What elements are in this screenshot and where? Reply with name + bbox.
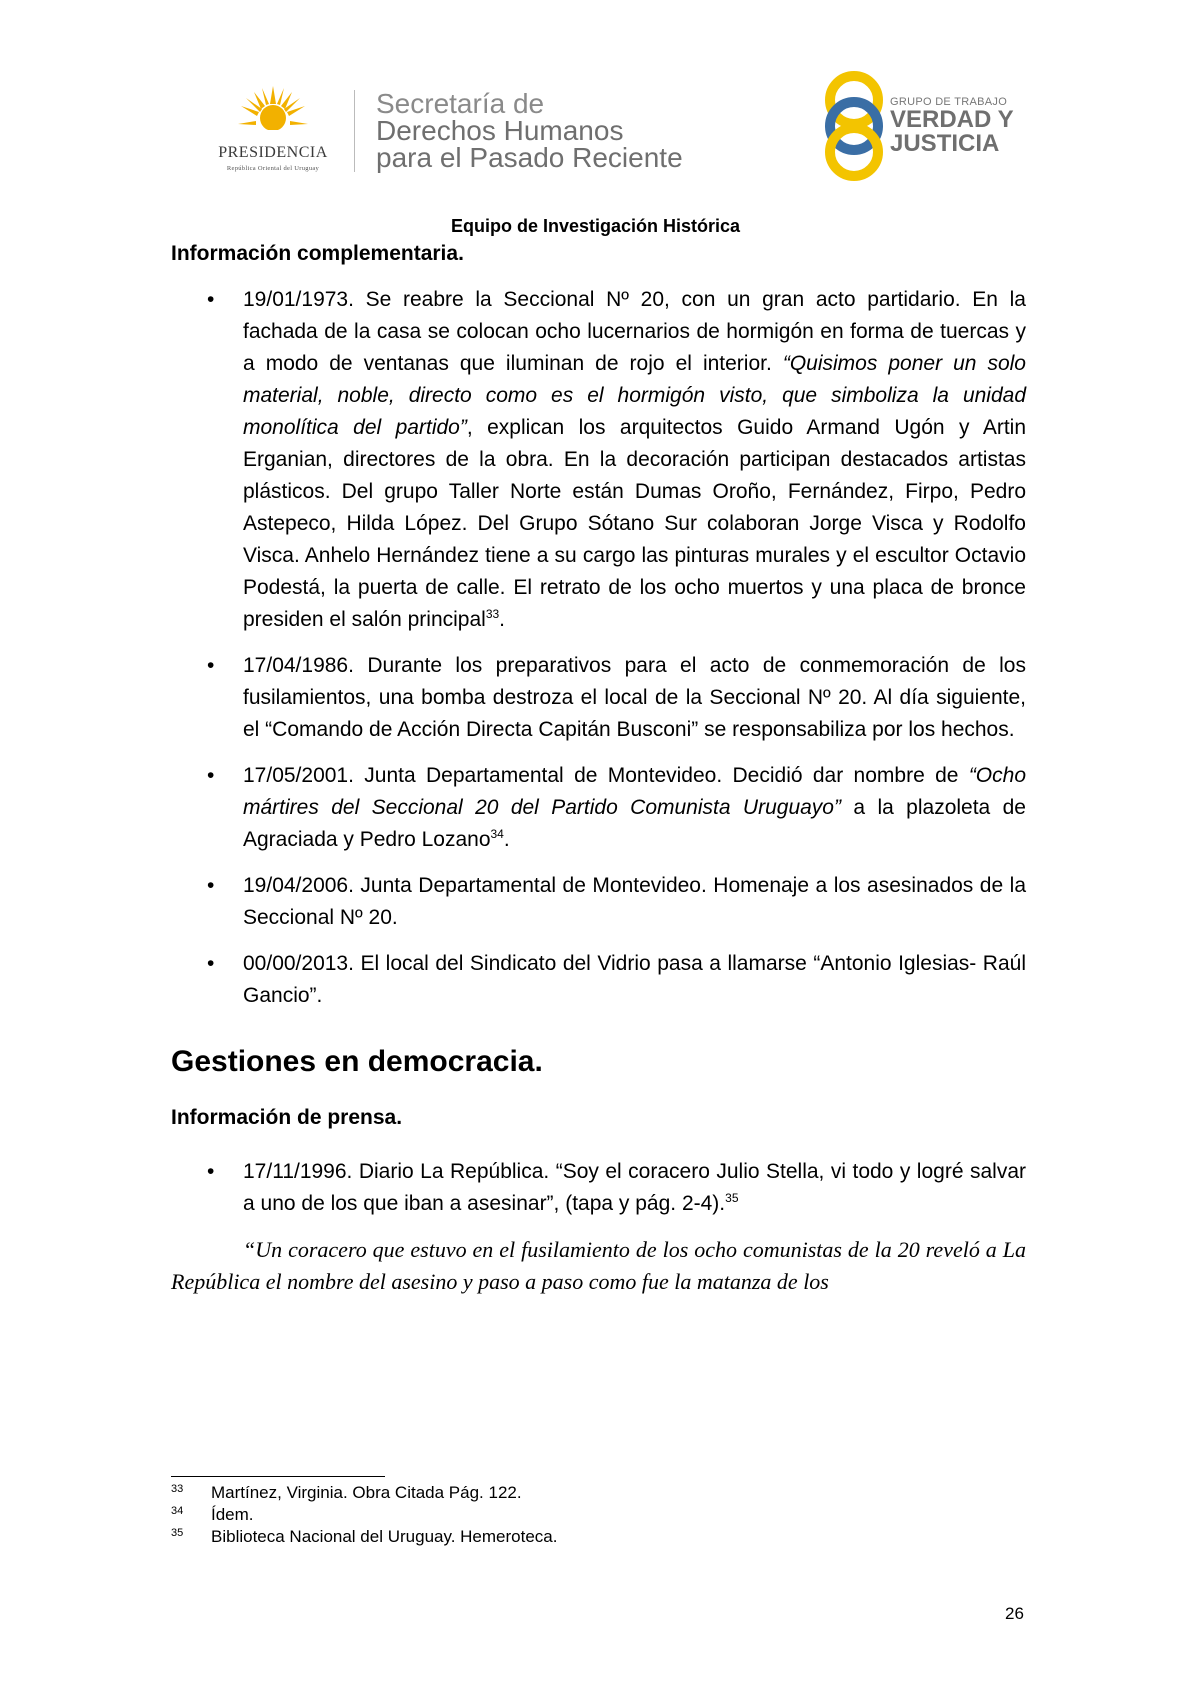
running-title: Equipo de Investigación Histórica: [450, 216, 741, 236]
section-heading-gestiones: Gestiones en democracia.: [171, 1045, 543, 1078]
item-text: 19/04/2006. Junta Departamental de Montevideo. Homenaje a los asesinados de la Seccional Nº 20.: [243, 874, 1026, 929]
grupo-line-2: VERDAD Y: [890, 106, 1014, 133]
secretaria-line-1: Secretaría de: [376, 88, 545, 119]
list-item: [171, 948, 1026, 1012]
footnote-text: Ídem.: [211, 1505, 254, 1524]
grupo-line-3: JUSTICIA: [890, 130, 1000, 157]
page-number: 26: [1005, 1604, 1024, 1623]
subheading-prensa: Información de prensa.: [171, 1106, 403, 1129]
bullet-icon: •: [207, 952, 215, 975]
footnote-text: Martínez, Virginia. Obra Citada Pág. 122.: [211, 1483, 522, 1502]
secretaria-line-3: para el Pasado Reciente: [376, 142, 683, 173]
footnote-ref: 35: [725, 1191, 739, 1205]
footnote-rule: [171, 1476, 385, 1477]
footnote-text: Biblioteca Nacional del Uruguay. Hemeroteca.: [211, 1527, 558, 1546]
complementaria-list: [171, 284, 1026, 1012]
secretaria-line-2: Derechos Humanos: [376, 115, 624, 146]
section-heading-complementaria: Información complementaria.: [171, 242, 464, 265]
item-text: 17/05/2001. Junta Departamental de Montevideo. Decidió dar nombre de: [243, 764, 969, 787]
grupo-line-1: GRUPO DE TRABAJO: [890, 96, 1008, 108]
sun-icon: [236, 84, 310, 142]
item-text: 17/04/1986. Durante los preparativos para el acto de conmemoración de los fusilamientos, una bomba destroza el local de la Seccional Nº 20. Al día siguiente, el “Comando de Acción Directa Capitán Busconi” se responsabiliza por los hechos.: [243, 654, 1026, 741]
item-text: , explican los arquitectos Guido Armand Ugón y Artin Erganian, directores de la obra. En la decoración participan destacados artistas plásticos. Del grupo Taller Norte están Dumas Oroño, Fernández, Firpo, Pedro Astepeco, Hilda López. Del Grupo Sótano Sur colaboran Jorge Visca y Rodolfo Visca. Anhelo Hernández tiene a su cargo las pinturas murales y el escultor Octavio Podestá, la puerta de calle. El retrato de los ocho muertos y una placa de bronce presiden el salón principal: [243, 416, 1027, 631]
list-item: [171, 870, 1026, 934]
item-text: a la plazoleta de Agraciada y Pedro Lozano: [243, 796, 1026, 851]
item-text: .: [503, 828, 510, 851]
list-item: [171, 284, 1026, 636]
bullet-icon: •: [207, 288, 215, 311]
presidencia-logo: [198, 84, 348, 180]
footnote-number: 33: [171, 1483, 184, 1495]
prensa-list: [171, 1156, 1026, 1220]
bullet-icon: •: [207, 874, 215, 897]
footnote-ref: 34: [490, 827, 504, 841]
item-quote: “Quisimos poner un solo material, noble, directo como es el hormigón visto, que simboliza la unidad monolítica del partido”: [243, 352, 1026, 439]
list-item: [171, 650, 1026, 746]
item-text: 17/11/1996. Diario La República. “Soy el coracero Julio Stella, vi todo y logré salvar a uno de los que iban a asesinar”, (tapa y pág. 2-4).: [243, 1160, 1026, 1215]
presidencia-name: PRESIDENCIA: [218, 144, 328, 161]
footnote-ref: 33: [485, 607, 500, 621]
list-item: [171, 760, 1026, 856]
footnote: [171, 1526, 1026, 1548]
bullet-icon: •: [207, 654, 215, 677]
footnote-number: 34: [171, 1505, 184, 1517]
item-text: 19/01/1973. Se reabre la Seccional Nº 20, con un gran acto partidario. En la fachada de la casa se colocan ocho lucernarios de hormigón en forma de tuercas y a modo de ventanas que iluminan de rojo el interior.: [243, 288, 1026, 375]
page-header: [0, 0, 1191, 210]
item-quote: “Ocho mártires del Seccional 20 del Partido Comunista Uruguayo”: [243, 764, 1026, 819]
list-item: [171, 1156, 1026, 1220]
press-quote: “Un coracero que estuvo en el fusilamiento de los ocho comunistas de la 20 reveló a La República el nombre del asesino y paso a paso como fue la matanza de los: [171, 1237, 1026, 1294]
page-body: [171, 238, 1026, 1298]
secretaria-title: [376, 90, 683, 171]
item-text: 00/00/2013. El local del Sindicato del Vidrio pasa a llamarse “Antonio Iglesias- Raúl Gancio”.: [243, 952, 1026, 1007]
bullet-icon: •: [207, 764, 215, 787]
header-divider: [354, 90, 355, 172]
grupo-rings-icon: [812, 64, 902, 184]
footnote: [171, 1482, 1026, 1504]
bullet-icon: •: [207, 1160, 215, 1183]
footnote: [171, 1504, 1026, 1526]
grupo-title: [890, 96, 1014, 156]
item-text: .: [499, 608, 506, 631]
footnotes: [171, 1482, 1026, 1548]
presidencia-subtitle: República Oriental del Uruguay: [226, 165, 320, 172]
footnote-number: 35: [171, 1527, 184, 1539]
